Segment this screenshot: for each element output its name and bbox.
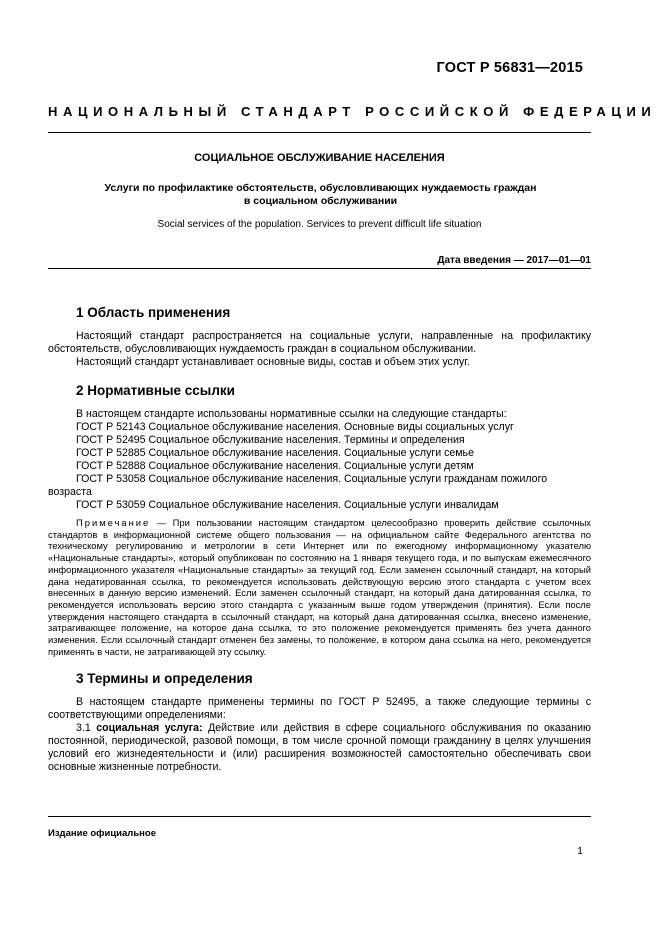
- reference-item: ГОСТ Р 53059 Социальное обслуживание населения. Социальные услуги инвалидам: [76, 499, 499, 511]
- document-body: [48, 305, 591, 788]
- section-scope: [48, 305, 591, 369]
- section-heading-scope: 1 Область применения: [76, 305, 231, 320]
- footer-rule: [48, 816, 591, 817]
- reference-item: ГОСТ Р 52495 Социальное обслуживание населения. Термины и определения: [76, 434, 465, 446]
- note-text: — При пользовании настоящим стандартом целесообразно проверить действие ссылочных стандартов в информационной системе общего пользования — на официальном сайте Федерального агентства по техническому регулированию и метрологии в сети Интернет или по ежегодному информационному указателю «Национальные стандарты», который опубликован по состоянию на 1 января текущего года, и по выпускам ежемесячного информационного указателя «Национальные стандарты» за текущий год. Если заменен ссылочный стандарт, на который дана недатированная ссылка, то рекомендуется использовать действующую версию этого стандарта с учетом всех внесенных в данную версию изменений. Если заменен ссылочный стандарт, на который дана датированная ссылка, то рекомендуется использовать версию этого стандарта с указанным выше годом утверждения (принятия). Если после утверждения настоящего стандарта в ссылочный стандарт, на который дана датированная ссылка, внесено изменение, затрагивающее положение, на которое дана ссылка, то это положение рекомендуется применять без учета данного изменения. Если ссылочный стандарт отменен без замены, то положение, в котором дана ссылка на него, рекомендуется применять в части, не затрагивающей эту ссылку.: [48, 517, 591, 657]
- page-number: 1: [577, 845, 583, 857]
- note-label: Примечание: [76, 517, 151, 528]
- section-heading-references: 2 Нормативные ссылки: [76, 383, 235, 398]
- document-title: СОЦИАЛЬНОЕ ОБСЛУЖИВАНИЕ НАСЕЛЕНИЯ: [194, 152, 445, 164]
- english-title: Social services of the population. Services to prevent difficult life situation: [157, 219, 482, 230]
- scope-paragraph-2: Настоящий стандарт устанавливает основные виды, состав и объем этих услуг.: [76, 356, 470, 368]
- reference-item: ГОСТ Р 53058 Социальное обслуживание населения. Социальные услуги гражданам пожилого возраста: [48, 473, 548, 498]
- header-rule: [48, 132, 591, 133]
- title-block-rule: [48, 268, 591, 269]
- term-name: социальная услуга:: [96, 722, 203, 735]
- references-note: [48, 517, 591, 657]
- subtitle-line-1: Услуги по профилактике обстоятельств, обусловливающих нуждаемость граждан: [104, 182, 537, 194]
- references-intro: В настоящем стандарте использованы нормативные ссылки на следующие стандарты:: [76, 408, 507, 420]
- references-list: [48, 421, 591, 512]
- official-edition-label: Издание официальное: [48, 828, 156, 839]
- reference-item: ГОСТ Р 52888 Социальное обслуживание населения. Социальные услуги детям: [76, 460, 474, 472]
- reference-item: ГОСТ Р 52143 Социальное обслуживание населения. Основные виды социальных услуг: [76, 421, 514, 433]
- terms-intro: В настоящем стандарте применены термины по ГОСТ Р 52495, а также следующие термины с соответствующими определениями:: [48, 696, 591, 722]
- section-heading-terms: 3 Термины и определения: [76, 671, 253, 687]
- section-normative-references: [48, 383, 591, 657]
- national-standard-heading: НАЦИОНАЛЬНЫЙ СТАНДАРТ РОССИЙСКОЙ ФЕДЕРАЦИИ: [48, 104, 657, 119]
- term-text: Действие или действия в сфере социального обслуживания по оказанию постоянной, периодической, разовой помощи, в том числе срочной помощи гражданину в целях улучшения условий его жизнедеятельности и (или) расширения возможностей самостоятельно обеспечивать свои основные жизненные потребности.: [48, 722, 591, 774]
- subtitle-line-2: в социальном обслуживании: [243, 195, 398, 207]
- document-subtitle: [90, 182, 551, 208]
- reference-item: ГОСТ Р 52885 Социальное обслуживание населения. Социальные услуги семье: [76, 447, 474, 459]
- term-definition: [48, 722, 591, 774]
- introduction-date: Дата введения — 2017—01—01: [437, 255, 591, 266]
- standard-number: ГОСТ Р 56831—2015: [436, 60, 583, 76]
- term-number: 3.1: [76, 722, 97, 735]
- section-terms: [48, 671, 591, 774]
- scope-paragraph-1: Настоящий стандарт распространяется на социальные услуги, направленные на профилактику обстоятельств, обусловливающих нуждаемость граждан в социальном обслуживании.: [48, 330, 591, 355]
